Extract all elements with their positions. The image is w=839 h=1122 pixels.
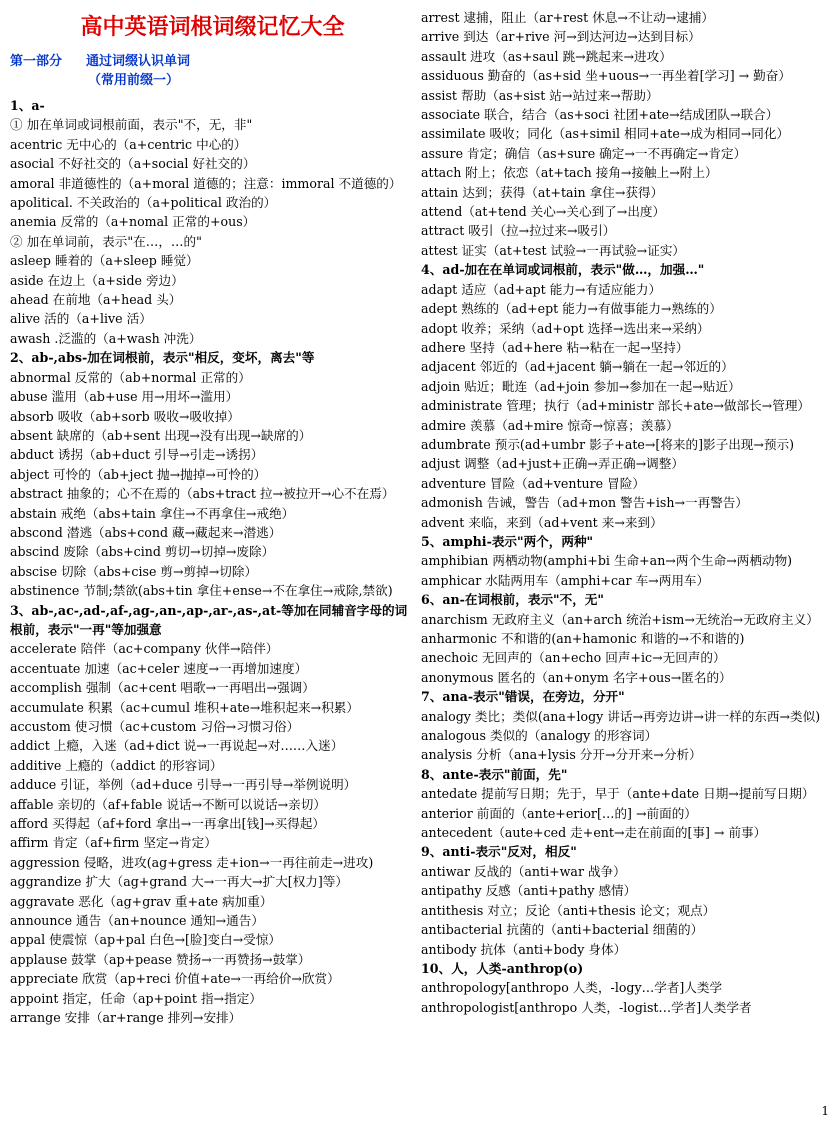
entry-line: awash .泛滥的（a+wash 冲洗） xyxy=(10,330,202,346)
entry-line: anonymous 匿名的（an+onym 名字+ous→匿名的） xyxy=(421,669,732,685)
entry-line: accustom 使习惯（ac+custom 习俗→习惯习俗） xyxy=(10,719,300,734)
entry-line: abstract 抽象的；心不在焉的（abs+tract 拉→被拉开→心不在焉） xyxy=(10,486,395,502)
part-heading xyxy=(10,52,415,90)
section-heading: 2、ab-,abs-加在词根前，表示"相反，变坏，离去"等 xyxy=(10,350,315,366)
entry-line: additive 上瘾的（addict 的形容词） xyxy=(10,757,223,773)
entry-line: antibody 抗体（anti+body 身体） xyxy=(421,941,627,957)
entry-line: attest 证实（at+test 试验→一再试验→证实） xyxy=(421,242,686,258)
entry-line: antibacterial 抗菌的（anti+bacterial 细菌的） xyxy=(421,922,704,938)
entry-line: admonish 告诫，警告（ad+mon 警告+ish→一再警告） xyxy=(421,495,748,511)
entry-line: abduct 诱拐（ab+duct 引导→引走→诱拐） xyxy=(10,447,264,463)
entry-line: abnormal 反常的（ab+normal 正常的） xyxy=(10,369,251,385)
entry-line: analogous 类似的（analogy 的形容词） xyxy=(421,728,658,744)
entry-line: antipathy 反感（anti+pathy 感情） xyxy=(421,883,637,899)
entry-line: anharmonic 不和谐的(an+hamonic 和谐的→不和谐的) xyxy=(421,631,745,646)
entry-line: announce 通告（an+nounce 通知→通告） xyxy=(10,913,264,929)
entry-line: addict 上瘾，入迷（ad+dict 说→一再说起→对……入迷） xyxy=(10,738,344,754)
entry-line: accomplish 强制（ac+cent 唱歌→一再唱出→强调） xyxy=(10,680,315,696)
right-entries xyxy=(421,8,831,1017)
entry-line: adjacent 邻近的（ad+jacent 躺→躺在一起→邻近的） xyxy=(421,359,734,375)
entry-line: affable 亲切的（af+fable 说话→不断可以说话→亲切） xyxy=(10,796,326,812)
entry-line: analysis 分析（ana+lysis 分开→分开来→分析） xyxy=(421,747,702,763)
entry-line: anthropologist[anthropo 人类，-logist…学者]人类学者 xyxy=(421,999,752,1015)
entry-line: assiduous 勤奋的（as+sid 坐+uous→一再坐着[学习] → 勤奋） xyxy=(421,68,791,84)
document-title: 高中英语词根词缀记忆大全 xyxy=(80,15,345,40)
entry-line: accumulate 积累（ac+cumul 堆积+ate→堆积起来→积累） xyxy=(10,699,359,715)
section-heading: 1、a- xyxy=(10,98,45,113)
entry-line: absorb 吸收（ab+sorb 吸收→吸收掉） xyxy=(10,408,240,424)
entry-line: alive 活的（a+live 活） xyxy=(10,311,152,327)
entry-line: antithesis 对立；反论（anti+thesis 论文；观点） xyxy=(421,902,716,918)
entry-line: amphibian 两栖动物(amphi+bi 生命+an→两个生命→两栖动物) xyxy=(421,553,793,569)
entry-line: aggression 侵略，进攻(ag+gress 走+ion→一再往前走→进攻) xyxy=(10,854,374,870)
entry-line: absent 缺席的（ab+sent 出现→没有出现→缺席的） xyxy=(10,427,312,443)
section-heading: 3、ab-,ac-,ad-,af-,ag-,an-,ap-,ar-,as-,at-等加在同辅音字母的词根前，表示"一再"等加强意 xyxy=(10,602,408,637)
entry-line: anarchism 无政府主义（an+arch 统治+ism→无统治→无政府主义） xyxy=(421,611,819,627)
entry-line: abstinence 节制;禁欲(abs+tin 拿住+ense→不在拿住→戒除,禁欲) xyxy=(10,583,393,599)
entry-line: antedate 提前写日期；先于，早于（ante+date 日期→提前写日期） xyxy=(421,786,815,802)
entry-line: amphicar 水陆两用车（amphi+car 车→两用车） xyxy=(421,572,710,588)
entry-line: asleep 睡着的（a+sleep 睡觉） xyxy=(10,253,199,269)
entry-line: apolitical. 不关政治的（a+political 政治的） xyxy=(10,195,277,211)
entry-line: anthropology[anthropo 人类，-logy…学者]人类学 xyxy=(421,980,723,996)
entry-line: arrest 逮捕，阻止（ar+rest 休息→不让动→逮捕） xyxy=(421,10,715,25)
entry-line: aggrandize 扩大（ag+grand 大→一再大→扩大[权力]等） xyxy=(10,874,348,890)
entry-line: acentric 无中心的（a+centric 中心的） xyxy=(10,136,247,152)
page-number: 1 xyxy=(821,1104,829,1118)
entry-line: admire 羡慕（ad+mire 惊奇→惊喜；羡慕） xyxy=(421,417,679,433)
entry-line: appoint 指定，任命（ap+point 指→指定） xyxy=(10,990,262,1006)
entry-line: anechoic 无回声的（an+echo 回声+ic→无回声的） xyxy=(421,650,726,666)
entry-line: ① 加在单词或词根前面，表示"不，无，非" xyxy=(10,117,253,133)
entry-line: abscise 切除（abs+cise 剪→剪掉→切除） xyxy=(10,563,258,579)
section-heading: 7、ana-表示"错误，在旁边，分开" xyxy=(421,689,625,705)
entry-line: adapt 适应（ad+apt 能力→有适应能力） xyxy=(421,281,662,297)
entry-line: administrate 管理；执行（ad+ministr 部长+ate→做部长→管理） xyxy=(421,398,811,414)
entry-line: adjoin 贴近；毗连（ad+join 参加→参加在一起→贴近） xyxy=(421,378,741,394)
entry-line: abject 可怜的（ab+ject 抛→抛掉→可怜的） xyxy=(10,466,267,482)
entry-line: assault 进攻（as+saul 跳→跳起来→进攻） xyxy=(421,48,672,64)
entry-line: analogy 类比；类似(ana+logy 讲话→再旁边讲→讲一样的东西→类似) xyxy=(421,708,821,724)
entry-line: antiwar 反战的（anti+war 战争） xyxy=(421,863,626,879)
section-heading: 5、amphi-表示"两个，两种" xyxy=(421,533,594,549)
section-heading: 10、人，人类-anthrop(o) xyxy=(421,960,584,976)
entry-line: adventure 冒险（ad+venture 冒险） xyxy=(421,475,645,491)
entry-line: adjust 调整（ad+just+正确→弄正确→调整） xyxy=(421,456,684,472)
entry-line: abstain 戒绝（abs+tain 拿住→不再拿住→戒绝） xyxy=(10,505,295,521)
entry-line: abuse 滥用（ab+use 用→用坏→滥用） xyxy=(10,389,239,405)
entry-line: advent 来临，来到（ad+vent 来→来到） xyxy=(421,514,663,530)
entry-line: antecedent（aute+ced 走+ent→走在前面的[事] → 前事） xyxy=(421,825,767,841)
entry-line: associate 联合，结合（as+soci 社团+ate→结成团队→联合） xyxy=(421,107,779,123)
entry-line: attend（at+tend 关心→关心到了→出度） xyxy=(421,204,666,220)
right-column xyxy=(421,8,831,1017)
entry-line: anemia 反常的（a+nomal 正常的+ous） xyxy=(10,214,256,230)
left-entries xyxy=(10,96,415,1028)
left-column xyxy=(10,8,415,1028)
entry-line: afford 买得起（af+ford 拿出→一再拿出[钱]→买得起） xyxy=(10,816,326,832)
entry-line: appal 使震惊（ap+pal 白色→[脸]变白→受惊） xyxy=(10,932,281,948)
entry-line: ② 加在单词前，表示"在…，…的" xyxy=(10,233,202,249)
entry-line: accelerate 陪伴（ac+company 伙伴→陪伴） xyxy=(10,641,279,657)
entry-line: accentuate 加速（ac+celer 速度→一再增加速度） xyxy=(10,660,308,676)
entry-line: abscind 废除（abs+cind 剪切→切掉→废除） xyxy=(10,544,275,560)
section-heading: 8、ante-表示"前面，先" xyxy=(421,766,568,782)
entry-line: affirm 肯定（af+firm 坚定→肯定） xyxy=(10,835,217,851)
part-subtitle: （常用前缀一） xyxy=(88,73,180,88)
entry-line: aggravate 恶化（ag+grav 重+ate 病加重） xyxy=(10,893,273,909)
part-name: 通过词缀认识单词 xyxy=(86,54,191,69)
entry-line: adduce 引证，举例（ad+duce 引导→一再引导→举例说明） xyxy=(10,777,357,793)
entry-line: abscond 潜逃（abs+cond 藏→藏起来→潜逃） xyxy=(10,524,282,540)
entry-line: attract 吸引（拉→拉过来→吸引） xyxy=(421,223,616,239)
section-heading: 4、ad-加在在单词或词根前，表示"做…，加强…" xyxy=(421,262,705,278)
entry-line: asocial 不好社交的（a+social 好社交的） xyxy=(10,156,256,172)
entry-line: assure 肯定；确信（as+sure 确定→一不再确定→肯定） xyxy=(421,145,747,161)
entry-line: adhere 坚持（ad+here 粘→粘在一起→坚持） xyxy=(421,339,689,355)
entry-line: anterior 前面的（ante+erior[…的] →前面的） xyxy=(421,805,697,821)
section-heading: 9、anti-表示"反对，相反" xyxy=(421,844,577,860)
entry-line: assist 帮助（as+sist 站→站过来→帮助） xyxy=(421,87,659,103)
entry-line: arrange 安排（ar+range 排列→安排） xyxy=(10,1010,242,1026)
section-heading: 6、an-在词根前，表示"不，无" xyxy=(421,592,604,608)
entry-line: appreciate 欣赏（ap+reci 价值+ate→一再给价→欣赏） xyxy=(10,971,340,987)
part-label: 第一部分 xyxy=(10,54,63,69)
entry-line: aside 在边上（a+side 旁边） xyxy=(10,272,184,288)
entry-line: amoral 非道德性的（a+moral 道德的；注意：immoral 不道德的） xyxy=(10,175,402,191)
entry-line: applause 鼓掌（ap+pease 赞扬→一再赞扬→鼓掌） xyxy=(10,951,311,967)
entry-line: arrive 到达（ar+rive 河→到达河边→达到目标） xyxy=(421,29,701,45)
entry-line: adumbrate 预示(ad+umbr 影子+ate→[将来的]影子出现→预示) xyxy=(421,436,795,452)
entry-line: attain 达到；获得（at+tain 拿住→获得） xyxy=(421,184,664,200)
entry-line: assimilate 吸收；同化（as+simil 相同+ate→成为相同→同化） xyxy=(421,126,790,142)
entry-line: ahead 在前地（a+head 头） xyxy=(10,292,182,308)
entry-line: adept 熟练的（ad+ept 能力→有做事能力→熟练的） xyxy=(421,301,722,317)
entry-line: adopt 收养；采纳（ad+opt 选择→选出来→采纳） xyxy=(421,320,710,336)
entry-line: attach 附上；依恋（at+tach 接角→接触上→附上） xyxy=(421,165,718,181)
